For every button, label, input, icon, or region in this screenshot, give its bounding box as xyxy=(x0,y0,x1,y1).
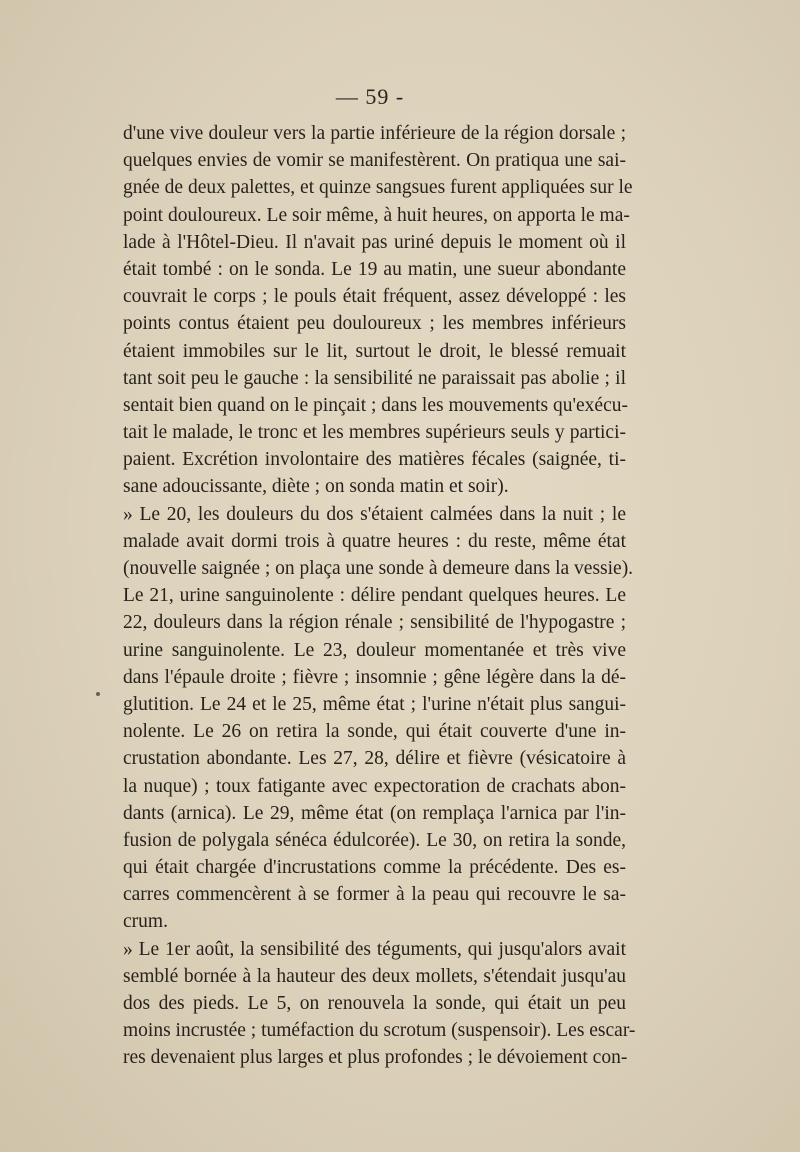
text-line: crum. xyxy=(123,911,168,933)
text-line: glutition. Le 24 et le 25, même état ; l'urine n'était plus sangui- xyxy=(123,693,626,715)
text-line: (nouvelle saignée ; on plaça une sonde à demeure dans la vessie). xyxy=(123,558,634,579)
text-line: moins incrustée ; tuméfaction du scrotum (suspensoir). Les escar- xyxy=(123,1020,636,1042)
text-line: quelques envies de vomir se manifestèrent. On pratiqua une sai- xyxy=(123,150,626,172)
text-line: tait le malade, le tronc et les membres supérieurs seuls y partici- xyxy=(123,422,626,444)
text-line: semblé bornée à la hauteur des deux mollets, s'étendait jusqu'au xyxy=(123,965,626,987)
text-line: dos des pieds. Le 5, on renouvela la sonde, qui était un peu xyxy=(123,993,626,1014)
text-line: dans l'épaule droite ; fièvre ; insomnie ; gêne légère dans la dé- xyxy=(123,666,626,688)
text-line: la nuque) ; toux fatigante avec expectoration de crachats abon- xyxy=(123,775,626,797)
text-line: d'une vive douleur vers la partie inférieure de la région dorsale ; xyxy=(123,123,626,144)
text-line: gnée de deux palettes, et quinze sangsues furent appliquées sur le xyxy=(123,177,633,199)
text-line: » Le 1er août, la sensibilité des téguments, qui jusqu'alors avait xyxy=(123,938,626,960)
margin-dot xyxy=(96,692,100,696)
text-line: était tombé : on le sonda. Le 19 au matin, une sueur abondante xyxy=(123,258,626,280)
text-line: carres commencèrent à se former à la peau qui recouvre le sa- xyxy=(123,884,626,906)
text-line: étaient immobiles sur le lit, surtout le droit, le blessé remuait xyxy=(123,340,626,362)
text-line: paient. Excrétion involontaire des matières fécales (saignée, ti- xyxy=(123,449,626,471)
text-line: qui était chargée d'incrustations comme la précédente. Des es- xyxy=(123,857,626,879)
page-number: — 59 - xyxy=(335,84,405,109)
text-line: point douloureux. Le soir même, à huit heures, on apporta le ma- xyxy=(123,204,630,226)
text-line: lade à l'Hôtel-Dieu. Il n'avait pas uriné depuis le moment où il xyxy=(123,231,626,253)
body-text xyxy=(123,120,636,1072)
text-line: sane adoucissante, diète ; on sonda matin et soir). xyxy=(123,476,509,498)
text-line: fusion de polygala sénéca édulcorée). Le 30, on retira la sonde, xyxy=(123,829,626,851)
text-line: urine sanguinolente. Le 23, douleur momentanée et très vive xyxy=(123,639,626,661)
text-line: points contus étaient peu douloureux ; les membres inférieurs xyxy=(123,313,626,335)
text-line: tant soit peu le gauche : la sensibilité ne paraissait pas abolie ; il xyxy=(123,367,626,389)
text-line: » Le 20, les douleurs du dos s'étaient calmées dans la nuit ; le xyxy=(123,503,626,525)
text-line: nolente. Le 26 on retira la sonde, qui était couverte d'une in- xyxy=(123,721,626,743)
text-line: crustation abondante. Les 27, 28, délire et fièvre (vésicatoire à xyxy=(123,748,626,770)
text-line: malade avait dormi trois à quatre heures : du reste, même état xyxy=(123,530,626,552)
text-line: couvrait le corps ; le pouls était fréquent, assez développé : les xyxy=(123,286,626,308)
text-line: Le 21, urine sanguinolente : délire pendant quelques heures. Le xyxy=(123,585,626,607)
text-line: res devenaient plus larges et plus profondes ; le dévoiement con- xyxy=(123,1047,628,1069)
text-line: sentait bien quand on le pinçait ; dans les mouvements qu'exécu- xyxy=(123,394,628,416)
text-line: dants (arnica). Le 29, même état (on remplaça l'arnica par l'in- xyxy=(123,802,626,824)
text-line: 22, douleurs dans la région rénale ; sensibilité de l'hypogastre ; xyxy=(123,612,626,634)
